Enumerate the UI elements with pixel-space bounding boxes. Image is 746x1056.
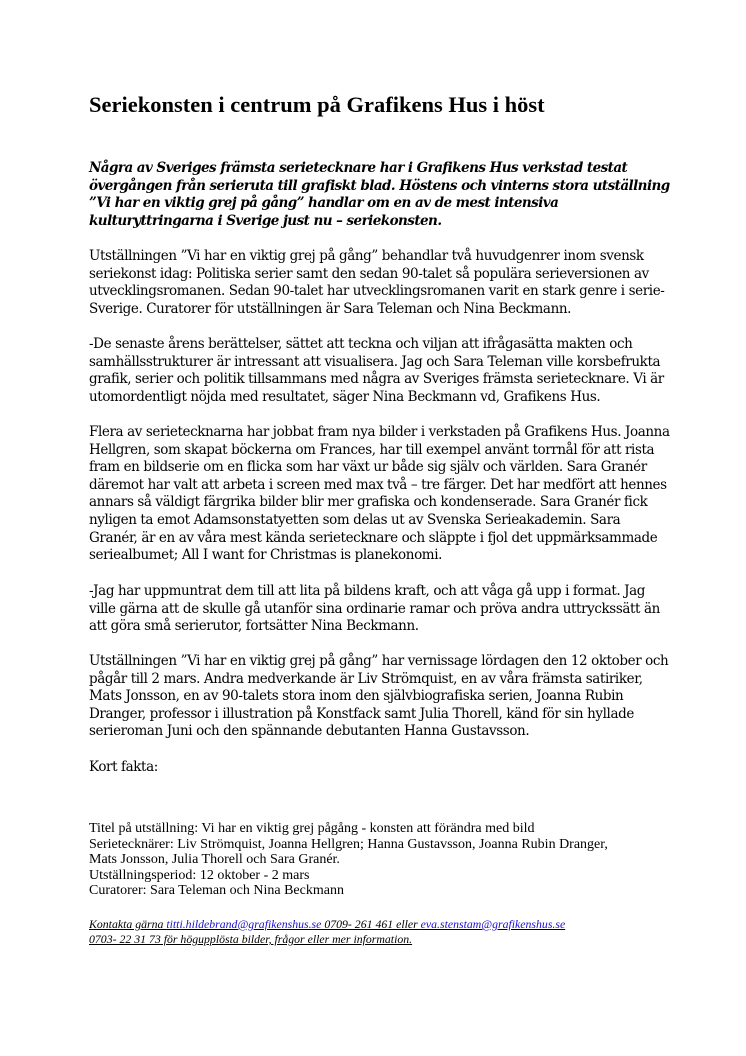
paragraph-line: seriealbumet; All I want for Christmas is planekonomi. <box>89 547 443 564</box>
facts-line: Utställningsperiod: 12 oktober - 2 mars <box>89 867 310 883</box>
contact-line-2: 0703- 22 31 73 för högupplösta bilder, frågor eller mer information. <box>89 932 413 946</box>
paragraph-line: seriekonst idag: Politiska serier samt den sedan 90-talet så populära serieversionen av <box>89 265 649 282</box>
lead-line: ”Vi har en viktig grej på gång” handlar om en av de mest intensiva <box>89 195 559 212</box>
paragraph-line: ville gärna att de skulle gå utanför sina ordinarie ramar och pröva andra uttryckssätt än <box>89 600 660 617</box>
paragraph-quote-format <box>89 583 669 636</box>
paragraph-line: Granér, är en av våra mest kända serietecknare och släppte i fjol det uppmärksammade <box>89 529 658 546</box>
lead-line: övergången från serieruta till grafiskt blad. Höstens och vinterns stora utställning <box>89 177 670 194</box>
facts-heading <box>89 759 669 777</box>
facts-line: Titel på utställning: Vi har en viktig grej pågång - konsten att förändra med bild <box>89 821 535 836</box>
paragraph-exhibition-intro <box>89 248 669 318</box>
lead-paragraph <box>89 160 669 230</box>
page-title: Seriekonsten i centrum på Grafikens Hus i höst <box>89 92 545 117</box>
facts-list <box>89 821 689 899</box>
email-link-titti[interactable]: titti.hildebrand@grafikenshus.se <box>166 917 322 931</box>
contact-phone: 0709- 261 461 eller <box>321 917 421 931</box>
paragraph-line: Utställningen ”Vi har en viktig grej på gång” har vernissage lördagen den 12 oktober och <box>89 653 669 669</box>
lead-line: Några av Sveriges främsta serietecknare har i Grafikens Hus verkstad testat <box>89 160 628 176</box>
contact-info <box>89 917 689 947</box>
paragraph-line: utomordentligt nöjda med resultatet, säger Nina Beckmann vd, Grafikens Hus. <box>89 388 601 405</box>
paragraph-line: Mats Jonsson, en av 90-talets stora inom den självbiografiska serien, Joanna Rubin <box>89 688 624 705</box>
facts-line: Serietecknärer: Liv Strömquist, Joanna Hellgren; Hanna Gustavsson, Joanna Rubin Dranger, <box>89 836 608 852</box>
paragraph-line: grafik, serier och politik tillsammans med några av Sveriges främsta serietecknare. Vi är <box>89 371 664 388</box>
paragraph-line: däremot har valt att arbeta i screen med max två – tre färger. Det har medfört att hennes <box>89 476 667 493</box>
paragraph-line: Utställningen ”Vi har en viktig grej på gång” behandlar två huvudgenrer inom svensk <box>89 248 644 264</box>
paragraph-line: Sverige. Curatorer för utställningen är Sara Teleman och Nina Beckmann. <box>89 300 572 317</box>
facts-line: Mats Jonsson, Julia Thorell och Sara Granér. <box>89 852 340 868</box>
paragraph-line: -Jag har uppmuntrat dem till att lita på bildens kraft, och att våga gå upp i format. Jag <box>89 583 646 599</box>
paragraph-quote-beckmann <box>89 336 669 406</box>
paragraph-line: Kort fakta: <box>89 759 158 775</box>
paragraph-artists-work <box>89 424 669 565</box>
email-link-eva[interactable]: eva.stenstam@grafikenshus.se <box>420 917 566 931</box>
paragraph-vernissage <box>89 653 669 741</box>
paragraph-line: fram en bildserie om en flicka som har växt ur både sig själv och världen. Sara Granér <box>89 459 647 476</box>
paragraph-line: Dranger, professor i illustration på Konstfack samt Julia Thorell, känd för sin hyllade <box>89 705 634 722</box>
contact-line <box>89 917 689 932</box>
paragraph-line: samhällsstrukturer är intressant att visualisera. Jag och Sara Teleman ville korsbefrukta <box>89 353 661 370</box>
paragraph-line: annars så väldigt färgrika bilder blir mer grafiska och kondenserade. Sara Granér fick <box>89 494 648 511</box>
paragraph-line: -De senaste årens berättelser, sättet att teckna och viljan att ifrågasätta makten och <box>89 336 633 352</box>
paragraph-line: Hellgren, som skapat böckerna om Frances, har till exempel använt torrnål för att rista <box>89 441 655 458</box>
paragraph-line: nyligen ta emot Adamsonstatyetten som delas ut av Svenska Serieakademin. Sara <box>89 511 621 528</box>
paragraph-line: utvecklingsromanen. Sedan 90-talet har utvecklingsromanen varit en stark genre i serie- <box>89 283 665 300</box>
contact-prefix: Kontakta gärna <box>89 917 167 931</box>
facts-line: Curatorer: Sara Teleman och Nina Beckmann <box>89 883 344 899</box>
paragraph-line: serieroman Juni och den spännande debutanten Hanna Gustavsson. <box>89 723 530 740</box>
paragraph-line: att göra små serierutor, fortsätter Nina Beckmann. <box>89 618 419 635</box>
lead-line: kulturyttringarna i Sverige just nu – seriekonsten. <box>89 212 442 229</box>
paragraph-line: Flera av serietecknarna har jobbat fram nya bilder i verkstaden på Grafikens Hus. Joanna <box>89 424 670 440</box>
paragraph-line: pågår till 2 mars. Andra medverkande är Liv Strömquist, en av våra främsta satiriker, <box>89 670 643 687</box>
